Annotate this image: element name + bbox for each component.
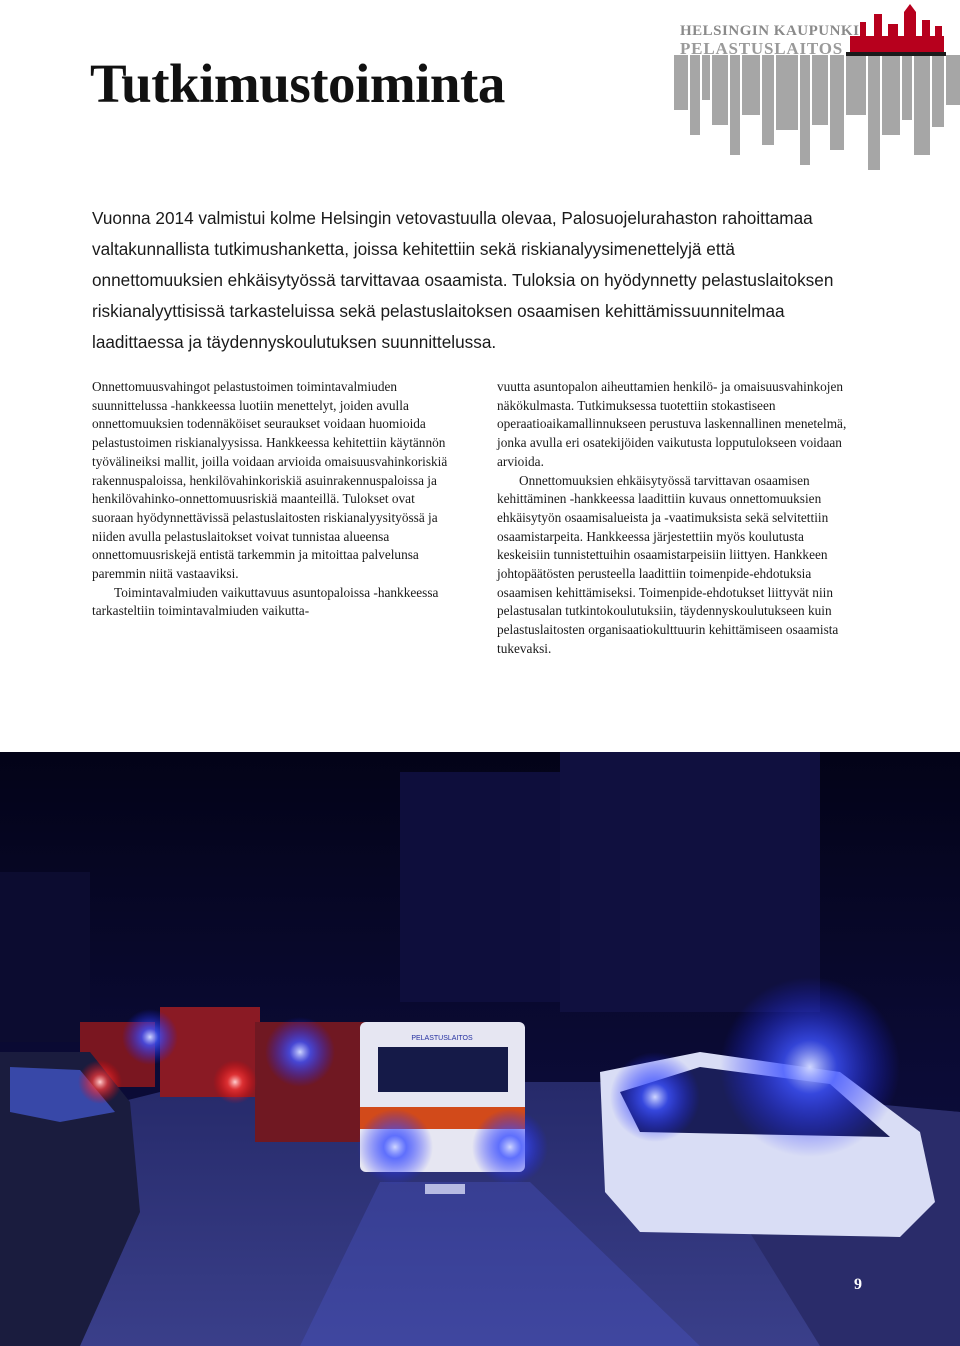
blue-light: [610, 1052, 700, 1142]
city-skyline-icon: [674, 55, 960, 170]
lead-paragraph: Vuonna 2014 valmistui kolme Helsingin vetovastuulla olevaa, Palosuojelurahaston rahoittamaa valtakunnallista tutkimushanketta, joissa kehitettiin sekä riskianalyysimenettelyjä että onnettomuuksien ehkäisytyössä tarvittavaa osaamista. Tuloksia on hyödynnetty pelastuslaitoksen riskianalyyttisissä tarkasteluissa sekä pelastuslaitoksen osaamisen kehittämissuunnitelmaa laadittaessa ja täydennyskoulutuksen suunnittelussa.: [92, 208, 834, 352]
page-title: Tutkimustoiminta: [90, 53, 505, 114]
ambulance-label: PELASTUSLAITOS: [411, 1035, 473, 1042]
blue-light: [357, 1109, 433, 1185]
text-column-right: [497, 378, 859, 659]
org-name-line1: HELSINGIN KAUPUNKI: [680, 23, 860, 39]
ambulance-windshield: [378, 1047, 508, 1092]
building: [400, 772, 580, 1002]
red-light: [78, 1060, 122, 1104]
blue-light: [122, 1009, 178, 1065]
page-number: 9: [854, 1276, 862, 1293]
red-light: [213, 1060, 257, 1104]
red-skyline: [850, 4, 944, 56]
building: [0, 872, 90, 1042]
blue-light: [472, 1109, 548, 1185]
logo-text: [680, 24, 859, 57]
body-paragraph: vuutta asuntopalon aiheuttamien henkilö- ja omaisuusvahinkojen näkökulmasta. Tutkimuksessa tuotettiin stokastiseen operaatioaikamallinnukseen perustuva laskennallinen menetelmä, jonka avulla eri osatekijöiden vaikutusta lopputulokseen voidaan arvioida.: [497, 379, 847, 469]
blue-light: [265, 1017, 335, 1087]
org-name-line2: PELASTUSLAITOS: [680, 39, 844, 58]
text-column-left: [92, 378, 454, 621]
logo-band: [846, 52, 946, 56]
emergency-vehicles-photo: [0, 752, 960, 1346]
body-paragraph: Toimintavalmiuden vaikuttavuus asuntopaloissa -hankkeessa tarkasteltiin toimintavalmiuden vaikutta-: [92, 584, 439, 619]
building: [560, 752, 820, 1012]
body-paragraph: Onnettomuuksien ehkäisytyössä tarvittavan osaamisen kehittäminen -hankkeessa laadittiin kuvaus onnettomuuksien ehkäisytyön osaamisalueista ja -vaatimuksista sekä selvitettiin osaamistarpeita. Hankkeessa järjestettiin myös koulutusta keskeisiin tunnistettuihin osaamistarpeisiin liittyen. Hankkeen johtopäätösten perusteella laadittiin toimenpide-ehdotuksia osaamisen kehittämiseksi. Toimenpide-ehdotukset liittyvät niin pelastusalan tutkintokoulutuksiin, täydennyskoulutukseen kuin pelastuslaitosten organisaatiokulttuurin kehittämiseen osaamista tukevaksi.: [497, 472, 839, 656]
blue-light: [720, 977, 900, 1157]
body-paragraph: Onnettomuusvahingot pelastustoimen toimintavalmiuden suunnittelussa -hankkeessa luotiin menettelyt, joiden avulla onnettomuuksien todennäköiset seuraukset voidaan huomioida pelastustoimen riskianalyysissa. Hankkeessa kehitettiin käytännön työvälineiksi mallit, joilla voidaan arvioida omaisuusvahinkoriskiä rakennuspaloissa, henkilövahinkoriskiä asuinrakennuspaloissa ja henkilövahinko-onnettomuusriskiä maanteillä. Tulokset ovat suoraan hyödynnettävissä pelastuslaitosten riskianalyysityössä ja niiden avulla pelastuslaitokset voivat tunnistaa alueensa onnettomuusriskejä entistä tarkemmin ja mitoittaa palvelunsa paremmin niitä vastaaviksi.: [92, 379, 448, 582]
